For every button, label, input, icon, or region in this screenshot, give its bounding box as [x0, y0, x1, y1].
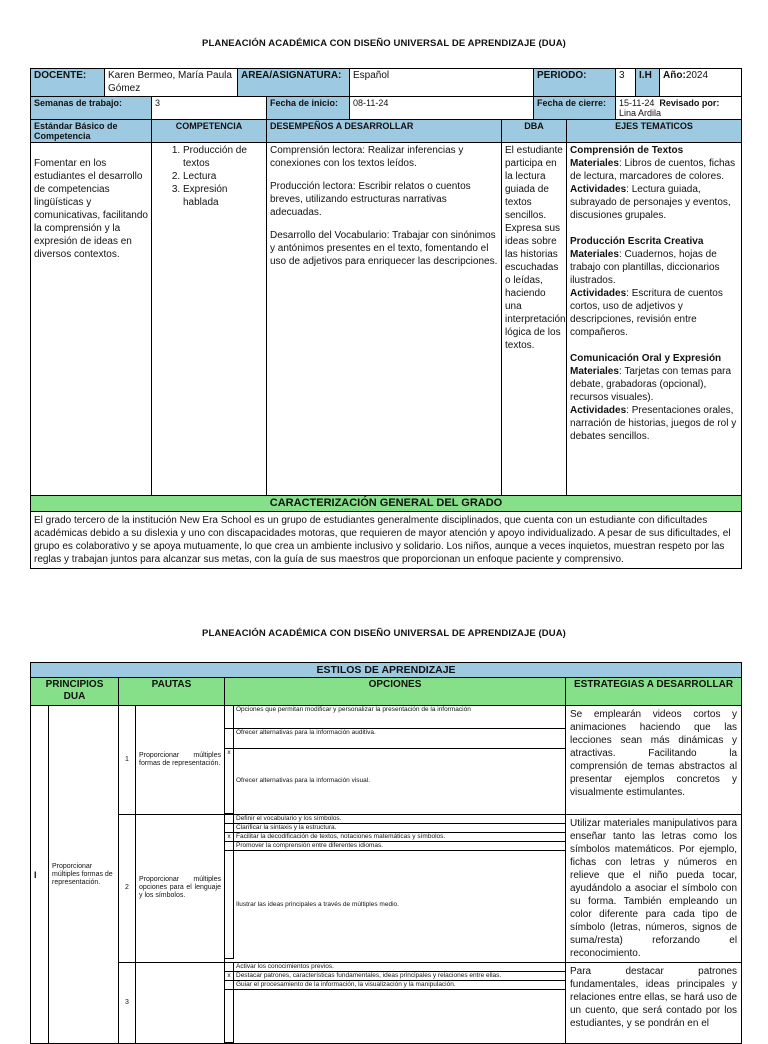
docente-value: Karen Bermeo, María Paula Gómez [105, 69, 238, 97]
revisado-value: Lina Ardila [619, 108, 662, 118]
desempeno-item: Producción lectora: Escribir relatos o cuentos breves, utilizando estructuras narrativas adecuadas. [270, 181, 471, 218]
option-item: Opciones que permitan modificar y personalizar la presentación de la información [234, 706, 566, 728]
actividades-label: Actividades [570, 288, 627, 299]
anio-value: 2024 [685, 70, 709, 81]
pauta-num: 1 [119, 706, 136, 815]
inicio-value: 08-11-24 [350, 97, 534, 120]
options-list [225, 815, 565, 960]
estilos-title: ESTILOS DE APRENDIZAJE [31, 663, 742, 678]
cierre-label: Fecha de cierre: [534, 97, 616, 120]
option-item: Destacar patrones, características fundamentales, ideas principales y relaciones entre ellas. [234, 972, 566, 981]
eje-title: Comprensión de Textos [570, 145, 684, 156]
actividades-text: : Escritura de cuentos cortos, uso de adjetivos y descripciones, revisión entre compañeros. [570, 288, 723, 338]
planning-table [30, 68, 742, 569]
periodo-value: 3 [616, 69, 636, 97]
option-item: Activar los conocimientos previos. [234, 963, 566, 972]
competencia-item: 1. Producción de textos [183, 144, 263, 170]
strategy-text: Para destacar patrones fundamentales, ideas principales y relaciones entre ellas, se hará uso de un cuento, que será contado por los estudiantes, y se pondrán en el [566, 962, 742, 1044]
pauta-text [136, 962, 225, 1044]
actividades-label: Actividades [570, 184, 627, 195]
competencia-item: 3. Expresión hablada [183, 183, 263, 209]
option-mark [225, 990, 234, 1043]
options-list [225, 963, 565, 1044]
carac-title: CARACTERIZACIÓN GENERAL DEL GRADO [31, 496, 742, 512]
competencia-list [152, 143, 267, 496]
semanas-label: Semanas de trabajo: [31, 97, 152, 120]
option-item: Guiar el procesamiento de la información, la visualización y la manipulación. [234, 981, 566, 990]
option-mark [225, 706, 234, 728]
option-item: Ofrecer alternativas para la información visual. [236, 776, 371, 784]
materiales-text: : Tarjetas con temas para debate, grabadoras (opcional), recursos visuales). [570, 366, 732, 403]
desempeno-item: Desarrollo del Vocabulario: Trabajar con sinónimos y antónimos presentes en el texto, fomentando el uso de adjetivos para enriquecer las descripciones. [270, 230, 498, 267]
option-mark [225, 824, 234, 833]
revisado-label: Revisado por: [659, 98, 720, 108]
revisado-cell [616, 97, 742, 120]
pauta-num: 2 [119, 814, 136, 962]
option-mark [225, 981, 234, 990]
area-label: AREA/ASIGNATURA: [238, 69, 350, 97]
header-desempenos: DESEMPEÑOS A DESARROLLAR [267, 120, 502, 143]
dba-text: El estudiante participa en la lectura guiada de textos sencillos. Expresa sus ideas sobre las historias escuchadas o leídas, haciendo una interpretación lógica de los textos. [502, 143, 567, 496]
competencia-item: 2. Lectura [183, 170, 263, 183]
option-item: Ilustrar las ideas principales a través de múltiples medio. [236, 900, 399, 908]
pauta-text: Proporcionar múltiples opciones para el lenguaje y los símbolos. [136, 814, 225, 962]
eje-item [570, 144, 738, 222]
option-mark [225, 851, 234, 959]
option-mark: x [225, 972, 234, 981]
semanas-value: 3 [152, 97, 267, 120]
header-opciones: OPCIONES [225, 678, 566, 706]
header-dba: DBA [502, 120, 567, 143]
pauta-num: 3 [119, 962, 136, 1044]
inicio-label: Fecha de inicio: [267, 97, 350, 120]
option-mark: x [225, 748, 234, 813]
options-cell [225, 706, 566, 815]
header-ejes: EJES TEMATICOS [567, 120, 742, 143]
option-mark [225, 842, 234, 851]
option-item: Ofrecer alternativas para la información auditiva. [234, 728, 566, 748]
option-item [234, 990, 566, 1043]
option-item: Promover la comprensión entre diferentes idiomas. [234, 842, 566, 851]
materiales-label: Materiales [570, 366, 619, 377]
principio-num: I [31, 706, 49, 1044]
option-mark [225, 815, 234, 824]
strategy-text: Utilizar materiales manipulativos para enseñar tanto las letras como los símbolos matemáticos. Por ejemplo, fichas con letras y números en relieve que el niño pueda tocar, ayudándolo a asociar el símbolo con su forma. También empleando un color diferente para cada tipo de símbolo (letras, números, signos de suma/resta) reforzando el reconocimiento. [566, 814, 742, 962]
strategy-text: Se emplearán videos cortos y animaciones haciendo que las lecciones sean más dinámicas y atractivas. Facilitando la comprensión de temas abstractos al presentar ejemplos concretos y visualmente estimulantes. [566, 706, 742, 815]
desempeno-item: Comprensión lectora: Realizar inferencias y conexiones con los textos leídos. [270, 145, 464, 169]
actividades-text: : Lectura guiada, subrayado de personajes y eventos, discusiones grupales. [570, 184, 731, 221]
materiales-label: Materiales [570, 158, 619, 169]
materiales-label: Materiales [570, 249, 619, 260]
anio-label: Año: [663, 70, 686, 81]
actividades-label: Actividades [570, 405, 627, 416]
option-item: Facilitar la decodificación de textos, notaciones matemáticas y símbolos. [234, 833, 566, 842]
eje-title: Comunicación Oral y Expresión [570, 353, 722, 364]
header-competencia: COMPETENCIA [152, 120, 267, 143]
header-estrategias: ESTRATEGIAS A DESARROLLAR [566, 678, 742, 706]
options-cell [225, 814, 566, 962]
ih-label: I.H [636, 69, 660, 97]
eje-item [570, 235, 738, 339]
estandar-text: Fomentar en los estudiantes el desarrollo de competencias lingüísticas y comunicativas, facilitando la comprensión y la expresión de ideas en diversos contextos. [31, 143, 152, 496]
eje-item [570, 352, 738, 443]
docente-label: DOCENTE: [31, 69, 105, 97]
option-item: Definir el vocabulario y los símbolos. [234, 815, 566, 824]
periodo-label: PERIODO: [534, 69, 616, 97]
ejes-list [567, 143, 742, 496]
carac-text: El grado tercero de la institución New Era School es un grupo de estudiantes generalmente disciplinados, que cuenta con un estudiante con dificultades académicas debido a su dislexia y uno con discapacidades motoras, que requieren de mayor atención y apoyo individualizado. A pesar de sus dificultades, el grupo es colaborativo y se apoya mutuamente, lo que crea un ambiente inclusivo y solidario. Los niños, aunque a veces inquietos, muestran respeto por las reglas y trabajan juntos para alcanzar sus metas, con la guía de sus maestros que proporcionan un enfoque paciente y comprensivo. [31, 512, 742, 569]
dua-table [30, 662, 742, 1044]
page-title: PLANEACIÓN ACADÉMICA CON DISEÑO UNIVERSAL DE APRENDIZAJE (DUA) [202, 38, 566, 49]
area-value: Español [350, 69, 534, 97]
principio-text: Proporcionar múltiples formas de representación. [49, 706, 119, 1044]
cierre-value: 15-11-24 [619, 98, 655, 108]
option-mark [225, 963, 234, 972]
options-list [225, 706, 565, 814]
option-mark: x [225, 833, 234, 842]
option-mark [225, 728, 234, 748]
materiales-text: : Libros de cuentos, fichas de lectura, marcadores de colores. [570, 158, 736, 182]
page-title-2: PLANEACIÓN ACADÉMICA CON DISEÑO UNIVERSAL DE APRENDIZAJE (DUA) [202, 628, 566, 639]
pauta-text: Proporcionar múltiples formas de representación. [136, 706, 225, 815]
desempenos-list [267, 143, 502, 496]
header-estandar: Estándar Básico de Competencia [31, 120, 152, 143]
anio-cell [660, 69, 742, 97]
eje-title: Producción Escrita Creativa [570, 236, 704, 247]
options-cell [225, 962, 566, 1044]
option-item: Clarificar la sintaxis y la estructura. [234, 824, 566, 833]
materiales-text: : Cuadernos, hojas de trabajo con plantillas, diccionarios ilustrados. [570, 249, 720, 286]
header-pautas: PAUTAS [119, 678, 225, 706]
header-principios: PRINCIPIOS DUA [31, 678, 119, 706]
actividades-text: : Presentaciones orales, narración de historias, juegos de rol y debates sencillos. [570, 405, 737, 442]
